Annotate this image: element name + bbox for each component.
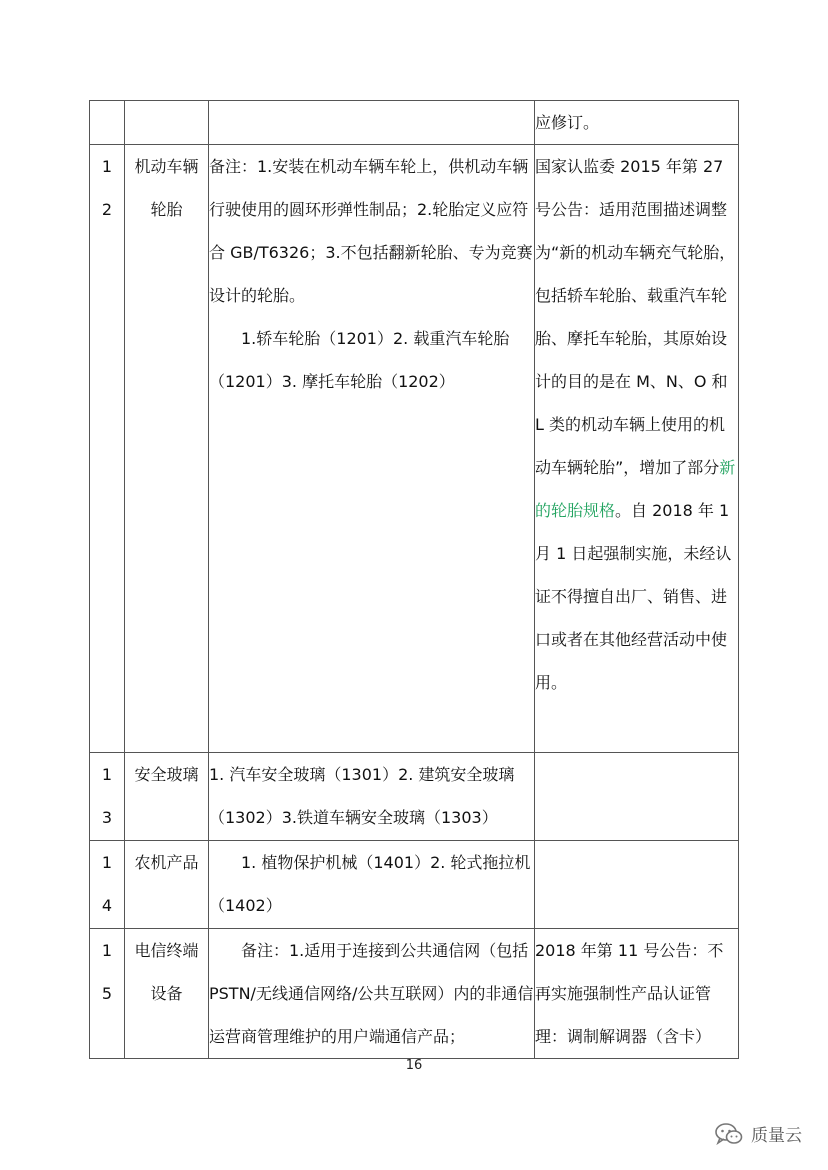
description-paragraph: 备注：1.适用于连接到公共通信网（包括 PSTN/无线通信网络/公共互联网）内的非通信运营商管理维护的用户端通信产品； — [209, 941, 534, 1046]
row-number-digit: 5 — [101, 984, 113, 1003]
catalog-table — [89, 100, 739, 1059]
row-number-cell — [90, 753, 125, 841]
description-paragraph: 1. 汽车安全玻璃（1301）2. 建筑安全玻璃（1302）3.铁道车辆安全玻璃（1303） — [209, 765, 515, 827]
category-cell — [125, 101, 209, 145]
table-row — [90, 753, 739, 841]
category-cell — [125, 145, 209, 753]
table-row — [90, 841, 739, 929]
note-text: 。自 2018 年 1 月 1 日起强制实施，未经认证不得擅自出厂、销售、进口或者在其他经营活动中使用。 — [535, 501, 732, 692]
category-cell — [125, 841, 209, 929]
note-cell — [535, 841, 739, 929]
description-cell — [209, 145, 535, 753]
description-paragraph: 1.轿车轮胎（1201）2. 载重汽车轮胎（1201）3. 摩托车轮胎（1202） — [209, 329, 510, 391]
row-number-digit: 1 — [101, 941, 113, 960]
category-text: 设备 — [150, 984, 183, 1003]
note-highlight: 新的轮胎规格 — [535, 458, 736, 520]
note-text: 应修订。 — [535, 113, 600, 132]
brand-name: 质量云 — [751, 1126, 802, 1146]
table-row — [90, 145, 739, 753]
wechat-icon — [715, 1123, 743, 1145]
brand-watermark — [715, 1121, 802, 1146]
row-number-digit: 4 — [101, 896, 113, 915]
note-cell — [535, 101, 739, 145]
note-text: 2018 年第 11 号公告：不再实施强制性产品认证管理：调制解调器（含卡） — [535, 941, 724, 1046]
row-number-digit: 1 — [101, 157, 113, 176]
row-number-cell — [90, 101, 125, 145]
page-number: 16 — [405, 1058, 423, 1073]
row-number-cell — [90, 841, 125, 929]
note-cell — [535, 929, 739, 1059]
category-text: 机动车辆 — [134, 157, 199, 176]
row-number-digit: 1 — [101, 853, 113, 872]
description-cell — [209, 101, 535, 145]
note-text: 国家认监委 2015 年第 27 号公告：适用范围描述调整为“新的机动车辆充气轮胎，包括轿车轮胎、载重汽车轮胎、摩托车轮胎，其原始设计的目的是在 M、N、O 和 L 类的机动车辆上使用的机动车辆轮胎”，增加了部分 — [535, 157, 736, 477]
category-cell — [125, 753, 209, 841]
category-text: 电信终端 — [134, 941, 199, 960]
note-cell — [535, 145, 739, 753]
row-number-cell — [90, 929, 125, 1059]
description-paragraph: 备注：1.安装在机动车辆车轮上，供机动车辆行驶使用的圆环形弹性制品；2.轮胎定义应符合 GB/T6326；3.不包括翻新轮胎、专为竞赛设计的轮胎。 — [209, 157, 533, 305]
row-number-digit: 2 — [101, 200, 113, 219]
category-text: 安全玻璃 — [134, 765, 199, 784]
row-number-digit: 3 — [101, 808, 113, 827]
description-paragraph: 1. 植物保护机械（1401）2. 轮式拖拉机（1402） — [209, 853, 531, 915]
description-cell — [209, 841, 535, 929]
category-text: 轮胎 — [150, 200, 183, 219]
category-cell — [125, 929, 209, 1059]
note-cell — [535, 753, 739, 841]
table-row — [90, 929, 739, 1059]
row-number-cell — [90, 145, 125, 753]
description-cell — [209, 753, 535, 841]
description-cell — [209, 929, 535, 1059]
row-number-digit: 1 — [101, 765, 113, 784]
category-text: 农机产品 — [134, 853, 199, 872]
table-row — [90, 101, 739, 145]
